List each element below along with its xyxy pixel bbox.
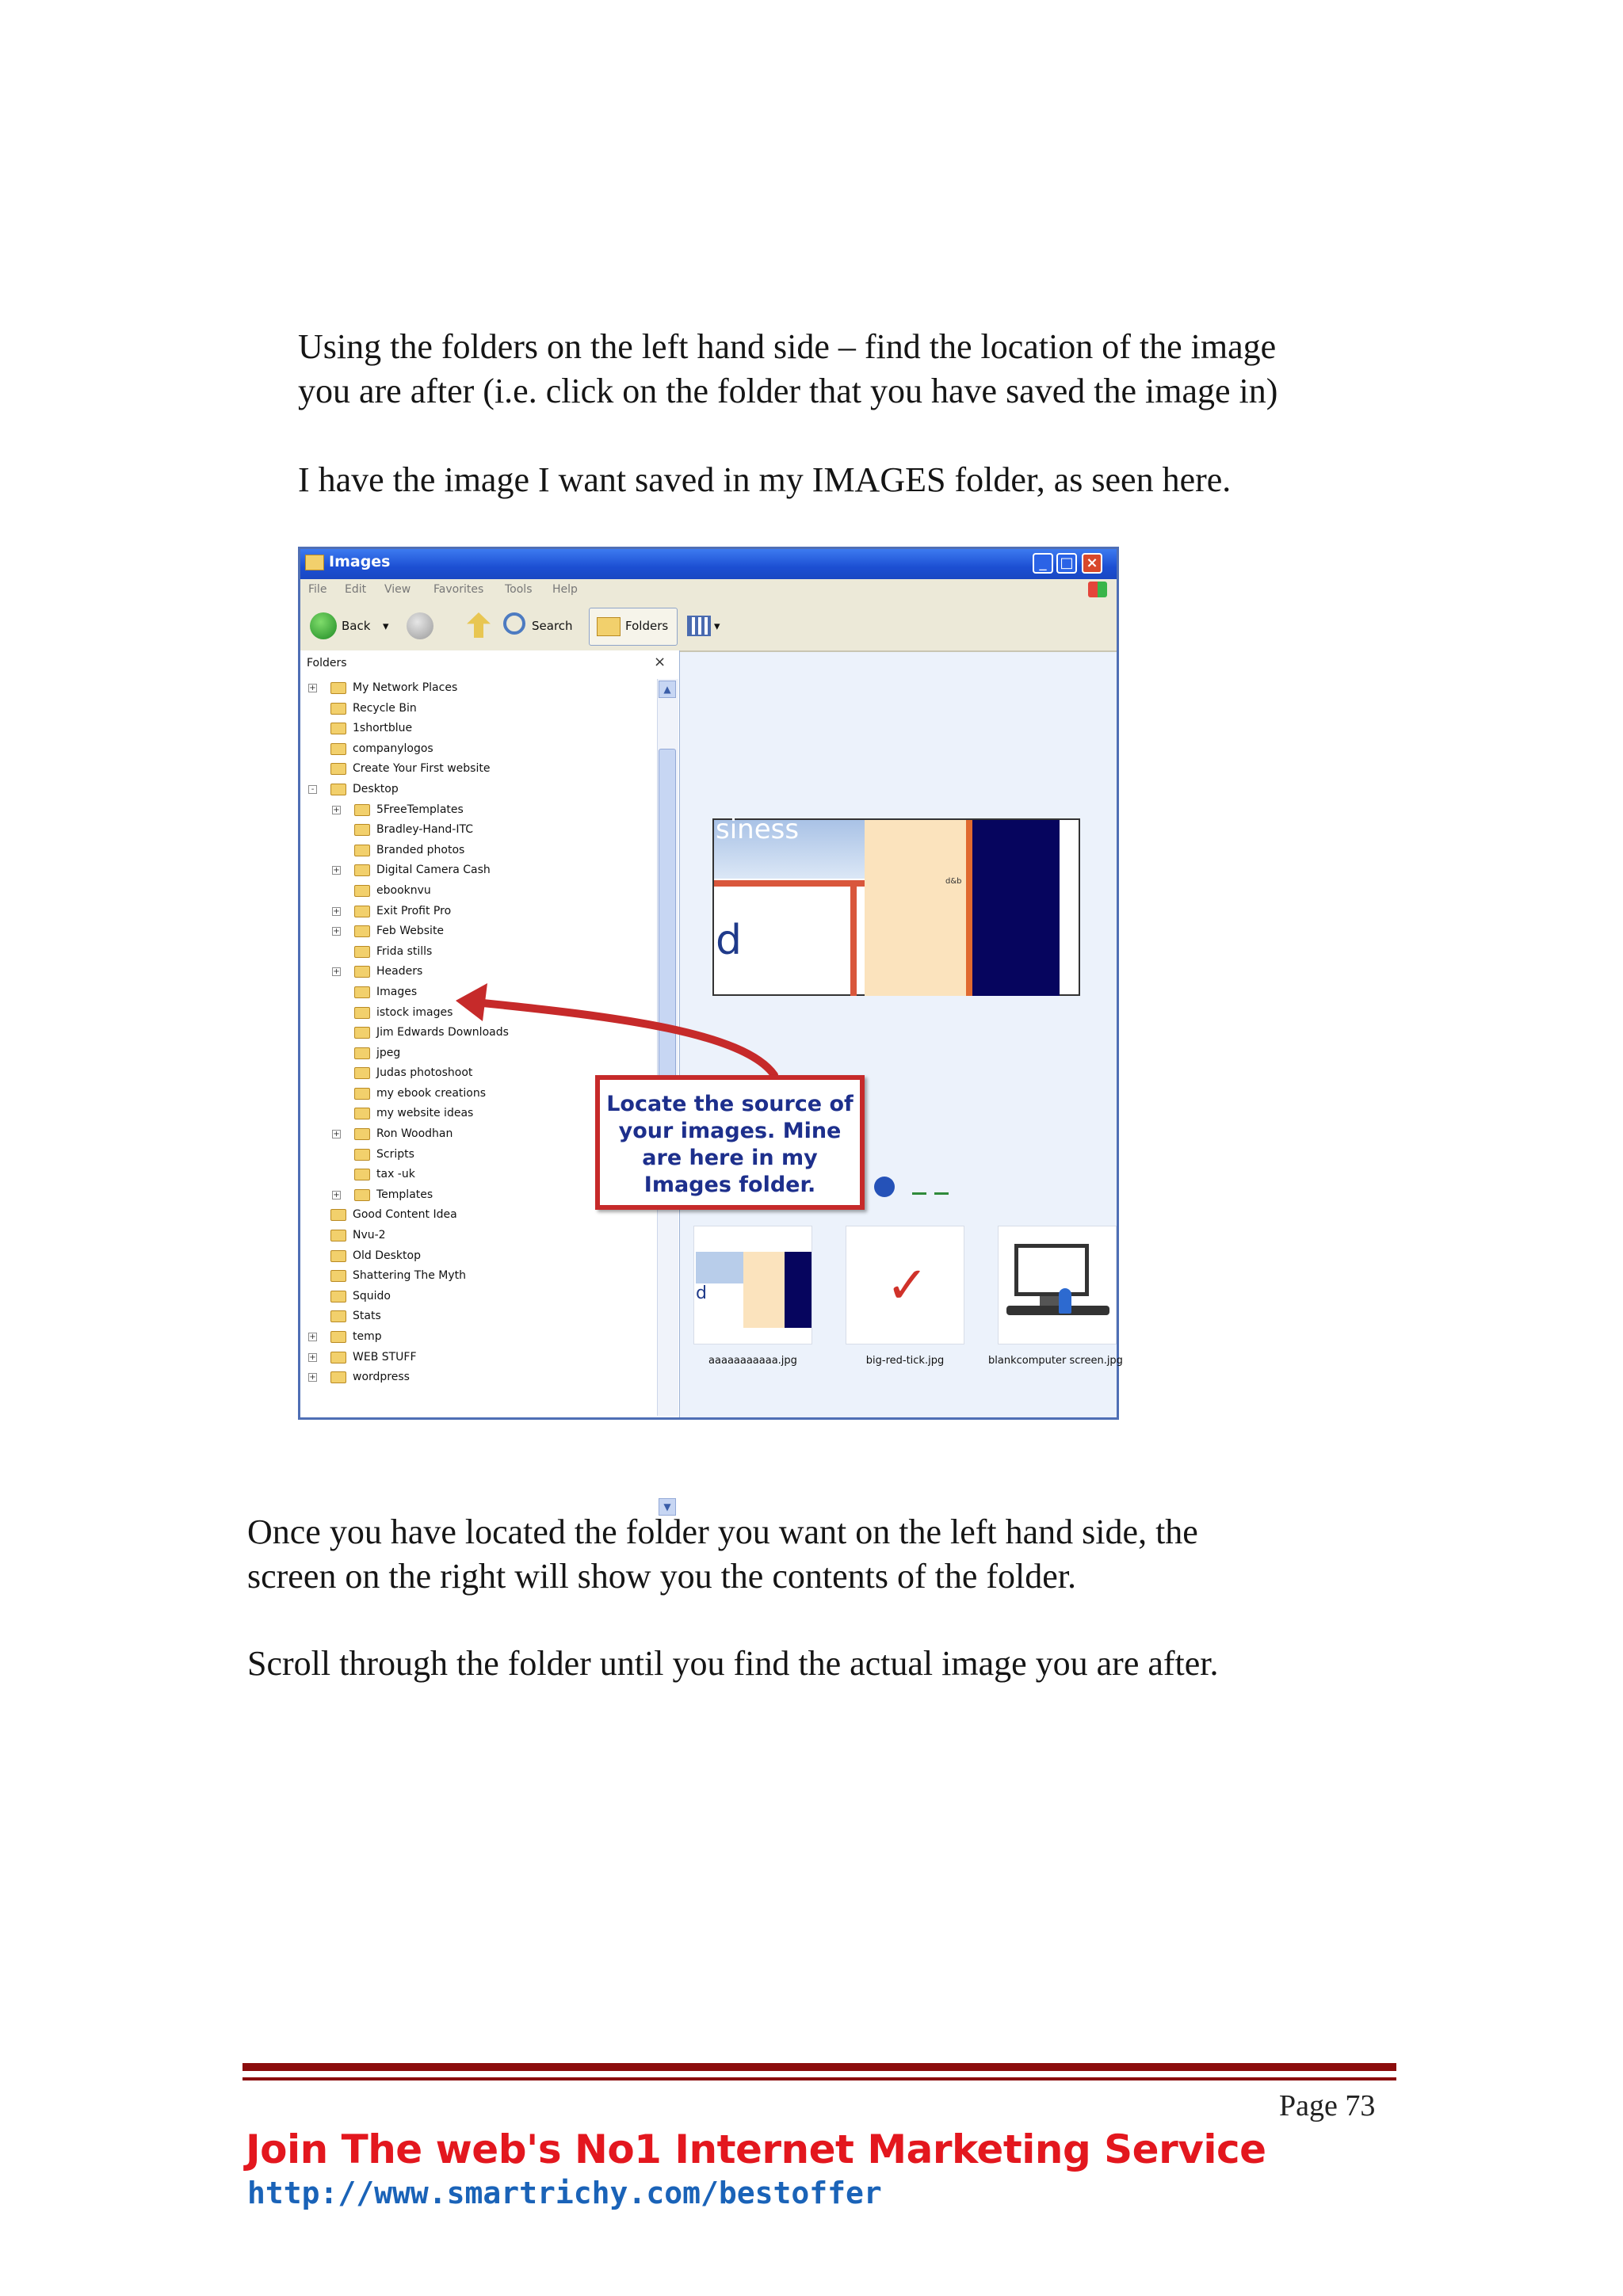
folder-label: 1shortblue <box>353 722 413 735</box>
back-arrow-icon[interactable] <box>310 612 337 639</box>
preview-red-bar <box>714 880 865 887</box>
minimize-button[interactable]: _ <box>1033 553 1053 574</box>
expand-icon[interactable]: + <box>309 1373 316 1383</box>
folder-icon <box>330 1209 346 1221</box>
folder-icon <box>354 824 370 836</box>
folder-tree-item[interactable] <box>300 821 657 841</box>
folder-icon <box>354 1108 370 1119</box>
folder-icon <box>354 804 370 816</box>
folder-icon <box>330 723 346 734</box>
folder-tree-item[interactable] <box>300 801 657 822</box>
up-folder-icon[interactable] <box>467 612 491 638</box>
instruction-line: Using the folders on the left hand side – find the location of the image <box>298 327 1277 366</box>
folder-icon <box>354 1128 370 1140</box>
folder-tree-item[interactable] <box>300 963 657 983</box>
folder-tree-item[interactable] <box>300 700 657 720</box>
folder-label: ebooknvu <box>376 883 431 897</box>
folder-label: Branded photos <box>376 843 465 856</box>
page-number: Page 73 <box>1279 2089 1376 2122</box>
folder-tree-item[interactable] <box>300 1328 657 1348</box>
folder-icon <box>305 555 324 570</box>
folders-pane-header: Folders <box>307 657 347 669</box>
folder-icon <box>354 1047 370 1059</box>
folder-tree-item[interactable] <box>300 780 657 801</box>
toolbar <box>300 601 1117 652</box>
expand-icon[interactable]: + <box>309 684 316 692</box>
footer-rule-thin <box>242 2077 1396 2081</box>
folder-label: Scripts <box>376 1147 414 1161</box>
thumb-cream <box>743 1252 785 1328</box>
folder-label: companylogos <box>353 742 433 755</box>
instruction-paragraph-4: Scroll through the folder until you find the actual image you are after. <box>247 1644 1219 1683</box>
maximize-button[interactable]: □ <box>1056 553 1077 574</box>
file-name[interactable]: aaaaaaaaaaa.jpg <box>708 1355 797 1367</box>
menu-help[interactable]: Help <box>552 583 578 596</box>
file-name[interactable]: big-red-tick.jpg <box>865 1355 945 1367</box>
folder-icon <box>354 885 370 897</box>
folder-icon <box>330 743 346 755</box>
preview-red-bar-vertical <box>850 880 857 996</box>
expand-icon[interactable]: + <box>333 1130 340 1139</box>
instruction-paragraph-2: I have the image I want saved in my IMAGES folder, as seen here. <box>298 460 1232 499</box>
computer-icon <box>1014 1244 1089 1296</box>
folder-icon <box>354 946 370 958</box>
folder-label: Frida stills <box>376 944 433 958</box>
explorer-window-screenshot <box>298 547 1123 1512</box>
folder-icon <box>354 986 370 998</box>
keyboard-base <box>1006 1306 1109 1315</box>
folder-tree <box>300 679 657 1389</box>
folder-label: tax -uk <box>376 1168 415 1181</box>
menu-tools[interactable]: Tools <box>505 583 533 596</box>
expand-icon[interactable]: + <box>309 1333 316 1341</box>
instruction-line: you are after (i.e. click on the folder that you have saved the image in) <box>298 372 1278 410</box>
scroll-down-icon[interactable]: ▼ <box>659 1498 676 1516</box>
expand-icon[interactable]: + <box>333 1190 340 1199</box>
menu-edit[interactable]: Edit <box>345 583 367 596</box>
folder-icon <box>330 1310 346 1322</box>
thumb-sky <box>696 1252 743 1283</box>
window-titlebar <box>300 549 1117 579</box>
scrollbar-thumb[interactable] <box>659 749 676 1121</box>
folder-label: Templates <box>376 1188 433 1201</box>
slideshow-play-icon[interactable] <box>874 1177 895 1197</box>
file-name[interactable]: blankcomputer screen.jpg <box>988 1355 1123 1367</box>
folder-icon <box>354 845 370 856</box>
folder-tree-item[interactable] <box>300 1044 657 1065</box>
folder-label: Judas photoshoot <box>376 1066 473 1080</box>
folder-tree-item[interactable] <box>300 1368 657 1389</box>
folder-label: Feb Website <box>376 925 445 938</box>
folder-label: Good Content Idea <box>353 1208 457 1222</box>
close-button[interactable]: × <box>1082 553 1102 574</box>
folder-icon <box>330 1371 346 1383</box>
tick-icon: ✓ <box>886 1257 929 1315</box>
folder-tree-item[interactable] <box>300 740 657 761</box>
folder-icon <box>330 763 346 775</box>
folder-label: my website ideas <box>376 1107 474 1120</box>
expand-icon[interactable]: + <box>333 866 340 875</box>
instruction-paragraph-3 <box>247 1510 1198 1599</box>
folder-icon <box>354 864 370 876</box>
window-title: Images <box>329 553 391 570</box>
slideshow-controls <box>874 1177 993 1200</box>
folder-label: Nvu-2 <box>353 1229 386 1242</box>
folder-icon <box>354 1149 370 1161</box>
folder-label: my ebook creations <box>376 1086 487 1100</box>
folder-tree-item[interactable] <box>300 1004 657 1024</box>
preview-word: siness <box>716 814 800 845</box>
folders-pane <box>300 650 680 1512</box>
folder-icon <box>330 682 346 694</box>
folder-label: Digital Camera Cash <box>376 864 491 877</box>
folder-label: Jim Edwards Downloads <box>376 1026 509 1039</box>
promo-title: Join The web's No1 Internet Marketing Service <box>246 2126 1266 2172</box>
instruction-paragraph-1 <box>298 325 1277 414</box>
folder-tree-item[interactable] <box>300 1226 657 1247</box>
folder-icon <box>354 925 370 937</box>
views-dropdown-icon[interactable]: ▾ <box>714 619 720 633</box>
folder-tree-item[interactable] <box>300 719 657 740</box>
windows-logo-icon <box>1088 582 1107 597</box>
folder-label: Ron Woodhan <box>376 1127 453 1141</box>
folder-icon <box>354 906 370 917</box>
file-thumbnail-tick-icon[interactable] <box>846 1226 964 1344</box>
folder-tree-item[interactable] <box>300 760 657 780</box>
forward-arrow-icon[interactable] <box>407 612 433 639</box>
folder-tree-item[interactable] <box>300 902 657 923</box>
folder-tree-item[interactable] <box>300 1287 657 1308</box>
folder-icon <box>330 1291 346 1302</box>
folder-label: istock images <box>376 1005 453 1019</box>
folder-icon <box>330 784 346 795</box>
folder-tree-item[interactable] <box>300 1348 657 1369</box>
folder-icon <box>330 1331 346 1343</box>
person-figure <box>1059 1288 1071 1314</box>
thumb-navy <box>785 1252 812 1328</box>
preview-orange-stripe <box>966 820 972 996</box>
thumb-letter: d <box>696 1283 707 1303</box>
callout-text: Locate the source of your images. Mine are here in my Images folder. <box>606 1092 854 1197</box>
search-button-label[interactable]: Search <box>532 619 573 633</box>
folder-label: Images <box>376 985 418 998</box>
folder-icon <box>330 1230 346 1241</box>
folder-icon <box>354 966 370 978</box>
menu-view[interactable]: View <box>384 583 411 596</box>
folder-icon <box>330 1250 346 1262</box>
close-icon[interactable]: × <box>654 654 666 670</box>
folder-icon <box>354 1088 370 1100</box>
rotate-clockwise-icon[interactable] <box>912 1181 926 1195</box>
footer-rule <box>242 2063 1396 2071</box>
folder-label: Create Your First website <box>353 762 491 776</box>
folder-label: Recycle Bin <box>353 701 417 715</box>
back-button-label[interactable]: Back <box>342 619 371 633</box>
folder-icon <box>354 1027 370 1039</box>
search-icon[interactable] <box>503 612 525 635</box>
folder-icon <box>330 703 346 715</box>
preview-letter: d <box>716 917 743 964</box>
folder-icon <box>354 1067 370 1079</box>
folders-icon[interactable] <box>597 617 621 636</box>
file-thumbnail-banner-thumbnail[interactable] <box>693 1226 812 1344</box>
image-preview <box>712 814 1080 996</box>
folder-tree-item[interactable] <box>300 1247 657 1268</box>
folder-label: Desktop <box>353 782 399 795</box>
folder-label: Squido <box>353 1289 391 1302</box>
instruction-line: Once you have located the folder you want on the left hand side, the <box>247 1512 1198 1551</box>
views-icon[interactable] <box>687 616 711 636</box>
scroll-up-icon[interactable]: ▲ <box>659 681 676 698</box>
menu-file[interactable]: File <box>308 583 327 596</box>
instruction-line: screen on the right will show you the contents of the folder. <box>247 1557 1076 1596</box>
expand-icon[interactable]: + <box>333 967 340 977</box>
folder-tree-item[interactable] <box>300 882 657 902</box>
folder-tree-item[interactable] <box>300 1267 657 1287</box>
folder-icon <box>354 1169 370 1180</box>
folder-tree-item[interactable] <box>300 983 657 1004</box>
folder-label: Exit Profit Pro <box>376 904 452 917</box>
folder-label: WEB STUFF <box>353 1350 417 1363</box>
rotate-counterclockwise-icon[interactable] <box>934 1181 949 1195</box>
folder-label: Stats <box>353 1310 381 1323</box>
folder-tree-item[interactable] <box>300 922 657 943</box>
preview-navy-block <box>972 820 1060 996</box>
folder-label: jpeg <box>376 1046 401 1059</box>
folder-icon <box>354 1189 370 1201</box>
folder-icon <box>330 1270 346 1282</box>
folder-tree-item[interactable] <box>300 943 657 963</box>
folder-tree-item[interactable] <box>300 1307 657 1328</box>
folder-icon <box>354 1007 370 1019</box>
folder-label: Headers <box>376 965 423 978</box>
expand-icon[interactable]: + <box>333 906 340 916</box>
folder-label: Old Desktop <box>353 1249 421 1262</box>
menu-favorites[interactable]: Favorites <box>433 583 484 596</box>
back-dropdown-icon[interactable]: ▾ <box>383 619 389 633</box>
folder-tree-item[interactable] <box>300 861 657 882</box>
folder-tree-item[interactable] <box>300 841 657 862</box>
folder-icon <box>330 1352 346 1363</box>
folder-tree-item[interactable] <box>300 1024 657 1044</box>
folder-label: Bradley-Hand-ITC <box>376 823 473 837</box>
folder-label: Shattering The Myth <box>353 1269 467 1283</box>
callout-box <box>595 1075 865 1210</box>
folder-tree-item[interactable] <box>300 679 657 700</box>
file-thumbnail-computer-icon[interactable] <box>998 1226 1117 1344</box>
folder-label: 5FreeTemplates <box>376 803 464 816</box>
promo-link[interactable]: http://www.smartrichy.com/bestoffer <box>247 2176 882 2210</box>
folders-button-label[interactable]: Folders <box>625 619 669 633</box>
preview-small-text: d&b <box>945 877 962 886</box>
folder-label: wordpress <box>353 1371 410 1384</box>
expand-icon[interactable]: + <box>309 1352 316 1362</box>
expand-icon[interactable]: + <box>333 927 340 936</box>
collapse-icon[interactable]: - <box>308 785 317 794</box>
expand-icon[interactable]: + <box>333 805 340 814</box>
folder-label: My Network Places <box>353 681 458 694</box>
menu-bar <box>300 579 1117 602</box>
folder-label: temp <box>353 1330 382 1343</box>
